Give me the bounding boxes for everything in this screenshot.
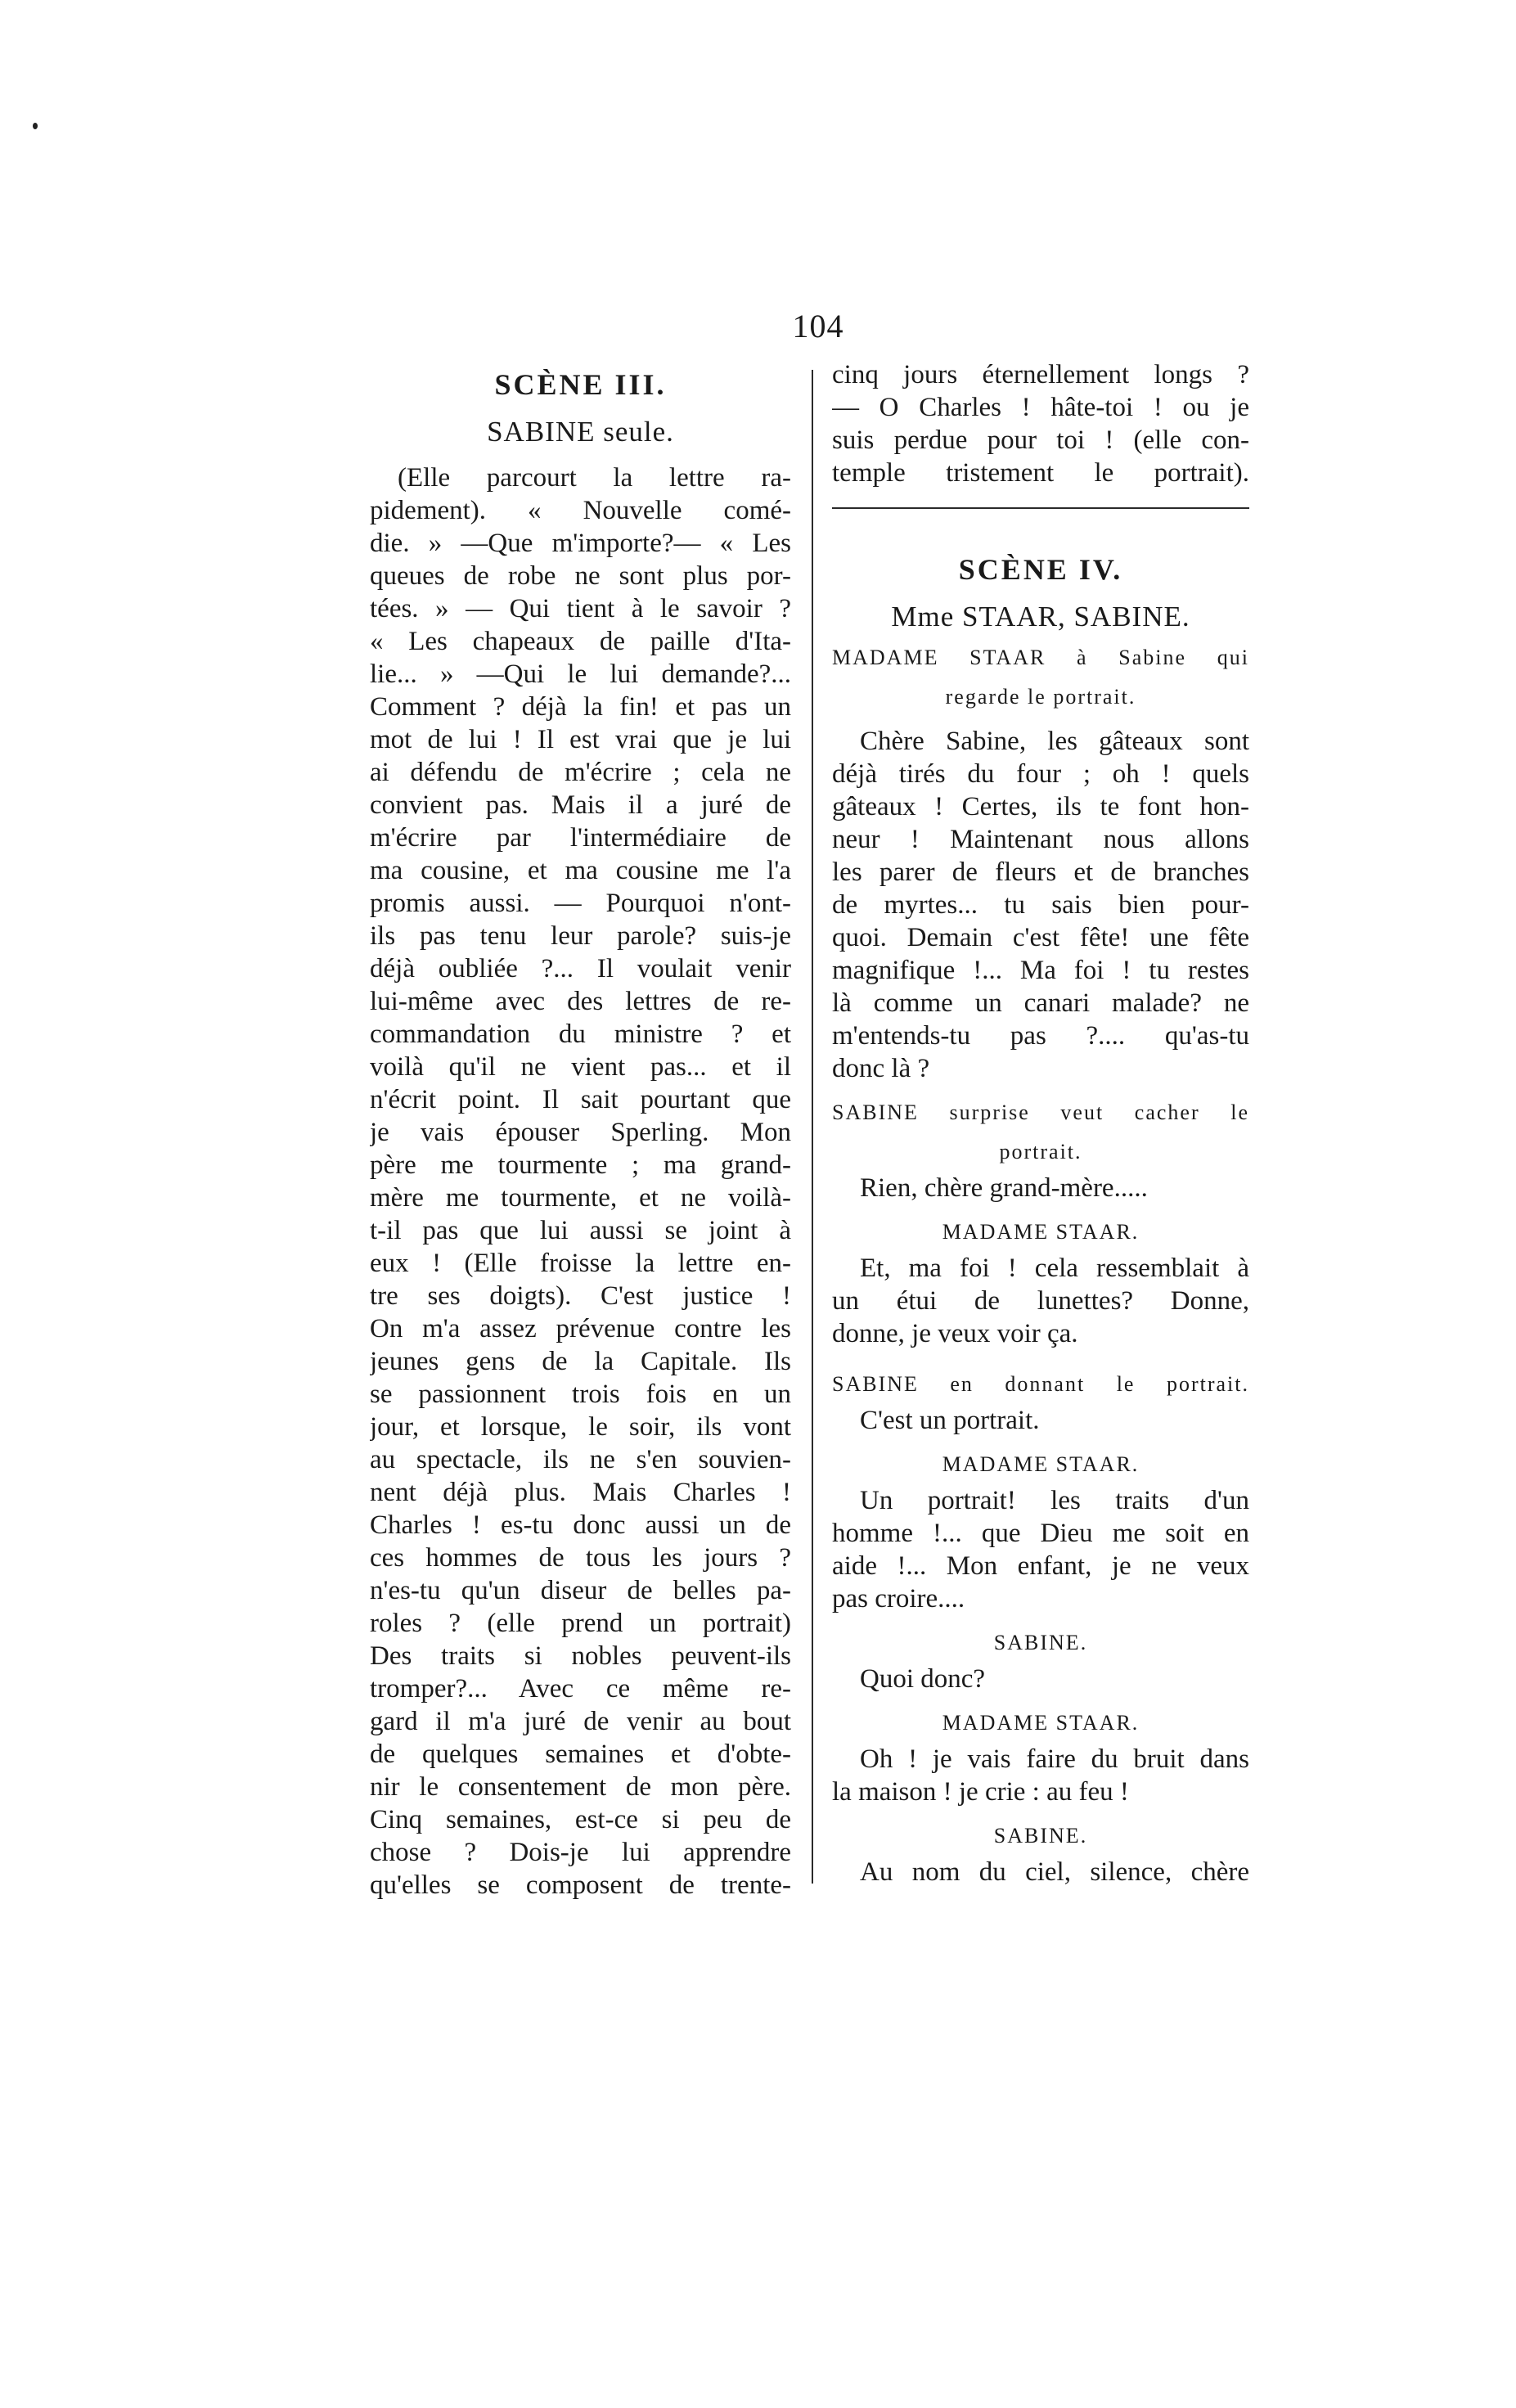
speaker-direction: MADAME STAAR à Sabine qui xyxy=(832,646,1249,669)
text-line: promis aussi. — Pourquoi n'ont- xyxy=(370,889,791,918)
text-line: je vais épouser Sperling. Mon xyxy=(370,1118,791,1147)
speaker-direction: SABINE surprise veut cacher le xyxy=(832,1100,1249,1124)
text-line: nent déjà plus. Mais Charles ! xyxy=(370,1478,791,1507)
text-line: Comment ? déjà la fin! et pas un xyxy=(370,692,791,722)
text-line: eux ! (Elle froisse la lettre en- xyxy=(370,1249,791,1278)
text-line: Charles ! es-tu donc aussi un de xyxy=(370,1510,791,1540)
ink-speck xyxy=(33,123,38,129)
speaker-name: MADAME STAAR. xyxy=(942,1452,1140,1476)
speech xyxy=(832,725,1249,1085)
cast-line: Mme STAAR, SABINE. xyxy=(891,601,1190,632)
text-line: au spectacle, ils ne s'en souvien- xyxy=(370,1445,791,1474)
text-line: m'entends-tu pas ?.... qu'as-tu xyxy=(832,1021,1249,1051)
speech xyxy=(832,1252,1249,1350)
text-line: qu'elles se composent de trente- xyxy=(370,1870,791,1900)
text-line: — O Charles ! hâte-toi ! ou je xyxy=(832,393,1249,422)
scene-title: SCÈNE III. xyxy=(494,368,667,401)
speech-line: Quoi donc? xyxy=(860,1664,986,1694)
speech xyxy=(832,1484,1249,1615)
text-line: tre ses doigts). C'est justice ! xyxy=(370,1281,791,1311)
text-line: lie... » —Qui le lui demande?... xyxy=(370,659,791,689)
text-line: Et, ma foi ! cela ressemblait à xyxy=(860,1254,1249,1283)
text-line: Oh ! je vais faire du bruit dans xyxy=(860,1744,1249,1774)
speaker-name: MADAME STAAR. xyxy=(942,1711,1140,1735)
speech xyxy=(832,1743,1249,1808)
text-line: t-il pas que lui aussi se joint à xyxy=(370,1216,791,1245)
text-line: n'es-tu qu'un diseur de belles pa- xyxy=(370,1576,791,1605)
speech-line: Rien, chère grand-mère..... xyxy=(860,1173,1148,1203)
text-line: la maison ! je crie : au feu ! xyxy=(832,1777,1129,1807)
text-line: gâteaux ! Certes, ils te font hon- xyxy=(832,792,1249,821)
text-line: lui-même avec des lettres de re- xyxy=(370,987,791,1016)
text-line: déjà oubliée ?... Il voulait venir xyxy=(370,954,791,983)
text-line: ces hommes de tous les jours ? xyxy=(370,1543,791,1573)
text-line: Chère Sabine, les gâteaux sont xyxy=(860,727,1249,756)
text-line: Cinq semaines, est-ce si peu de xyxy=(370,1805,791,1834)
speech-line: Au nom du ciel, silence, chère xyxy=(860,1857,1249,1887)
monologue-continuation xyxy=(832,358,1249,489)
text-line: n'écrit point. Il sait pourtant que xyxy=(370,1085,791,1114)
text-line: queues de robe ne sont plus por- xyxy=(370,561,791,591)
text-line: cinq jours éternellement longs ? xyxy=(832,360,1249,389)
right-column xyxy=(832,358,1249,1888)
speech-line: C'est un portrait. xyxy=(860,1406,1040,1435)
text-line: Des traits si nobles peuvent-ils xyxy=(370,1641,791,1671)
text-line: tromper?... Avec ce même re- xyxy=(370,1674,791,1704)
speaker-name: MADAME STAAR. xyxy=(942,1220,1140,1244)
scene-title: SCÈNE IV. xyxy=(958,553,1123,586)
speaker-name: SABINE. xyxy=(993,1631,1088,1654)
text-line: père me tourmente ; ma grand- xyxy=(370,1150,791,1180)
text-line: neur ! Maintenant nous allons xyxy=(832,825,1249,854)
text-line: de quelques semaines et d'obte- xyxy=(370,1740,791,1769)
text-line: die. » —Que m'importe?— « Les xyxy=(370,529,791,558)
text-line: (Elle parcourt la lettre ra- xyxy=(398,463,791,493)
text-line: pas croire.... xyxy=(832,1584,965,1614)
cast-line: SABINE seule. xyxy=(487,416,674,448)
text-line: là comme un canari malade? ne xyxy=(832,988,1249,1018)
scene-separator-rule xyxy=(832,507,1249,509)
monologue xyxy=(370,461,791,1902)
speaker-direction-continued: regarde le portrait. xyxy=(945,685,1136,709)
speaker-direction: SABINE en donnant le portrait. xyxy=(832,1372,1249,1396)
speaker-name: SABINE. xyxy=(993,1824,1088,1848)
text-line: Un portrait! les traits d'un xyxy=(860,1486,1249,1515)
text-line: m'écrire par l'intermédiaire de xyxy=(370,823,791,853)
text-line: pidement). « Nouvelle comé- xyxy=(370,496,791,525)
text-line: On m'a assez prévenue contre les xyxy=(370,1314,791,1344)
text-line: quoi. Demain c'est fête! une fête xyxy=(832,923,1249,952)
text-line: commandation du ministre ? et xyxy=(370,1019,791,1049)
text-line: aide !... Mon enfant, je ne veux xyxy=(832,1551,1249,1581)
speaker-direction-continued: portrait. xyxy=(999,1140,1082,1163)
text-line: homme !... que Dieu me soit en xyxy=(832,1519,1249,1548)
text-line: se passionnent trois fois en un xyxy=(370,1380,791,1409)
text-line: les parer de fleurs et de branches xyxy=(832,857,1249,887)
text-line: ma cousine, et ma cousine me l'a xyxy=(370,856,791,885)
left-column xyxy=(370,358,791,1902)
text-line: magnifique !... Ma foi ! tu restes xyxy=(832,956,1249,985)
text-line: temple tristement le portrait). xyxy=(832,458,1249,488)
text-line: tées. » — Qui tient à le savoir ? xyxy=(370,594,791,623)
text-line: chose ? Dois-je lui apprendre xyxy=(370,1838,791,1867)
text-line: donne, je veux voir ça. xyxy=(832,1319,1078,1348)
text-line: voilà qu'il ne vient pas... et il xyxy=(370,1052,791,1082)
text-line: « Les chapeaux de paille d'Ita- xyxy=(370,627,791,656)
text-line: déjà tirés du four ; oh ! quels xyxy=(832,759,1249,789)
text-line: ai défendu de m'écrire ; cela ne xyxy=(370,758,791,787)
text-line: un étui de lunettes? Donne, xyxy=(832,1286,1249,1316)
text-line: jour, et lorsque, le soir, ils vont xyxy=(370,1412,791,1442)
text-line: donc là ? xyxy=(832,1054,930,1083)
text-line: roles ? (elle prend un portrait) xyxy=(370,1609,791,1638)
text-line: de myrtes... tu sais bien pour- xyxy=(832,890,1249,920)
text-line: convient pas. Mais il a juré de xyxy=(370,790,791,820)
text-line: jeunes gens de la Capitale. Ils xyxy=(370,1347,791,1376)
column-divider xyxy=(812,370,813,1884)
text-line: suis perdue pour toi ! (elle con- xyxy=(832,425,1249,455)
text-line: mère me tourmente, et ne voilà- xyxy=(370,1183,791,1213)
page-number: 104 xyxy=(792,308,844,344)
text-line: nir le consentement de mon père. xyxy=(370,1772,791,1802)
text-line: gard il m'a juré de venir au bout xyxy=(370,1707,791,1736)
text-line: ils pas tenu leur parole? suis-je xyxy=(370,921,791,951)
text-line: mot de lui ! Il est vrai que je lui xyxy=(370,725,791,754)
